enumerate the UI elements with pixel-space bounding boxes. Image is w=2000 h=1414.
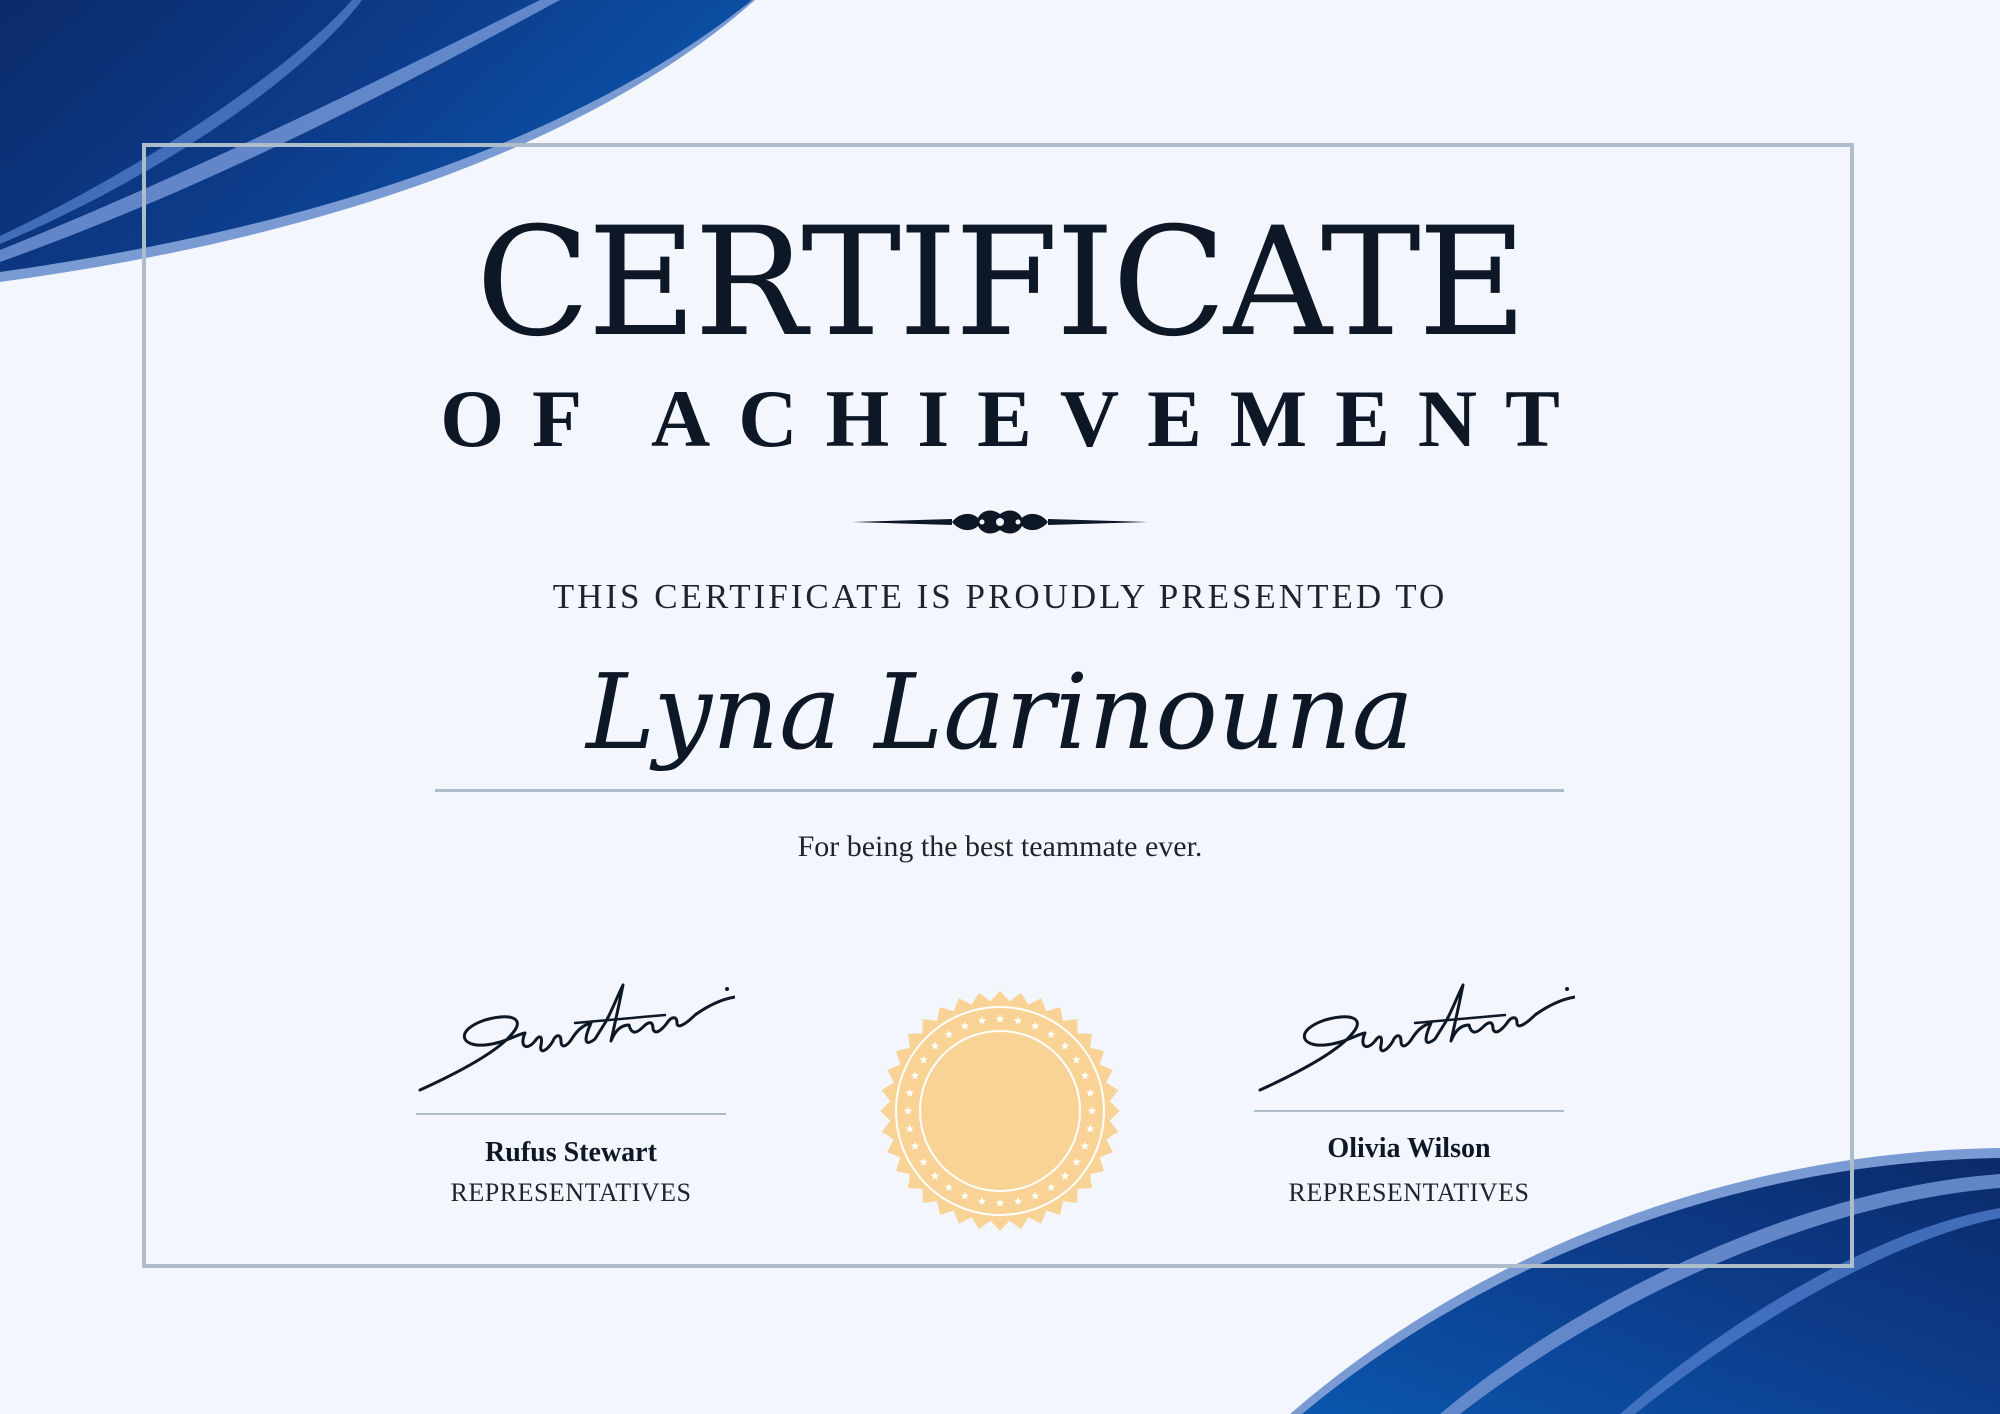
divider-ornament-icon [852, 502, 1148, 542]
signature-line-right [1254, 1110, 1564, 1112]
signature-right [1255, 975, 1575, 1095]
signatory-role-left: REPRESENTATIVES [450, 1178, 692, 1207]
certificate-title: CERTIFICATE [475, 196, 1525, 370]
recipient-name: Lyna Larinouna [586, 651, 1414, 773]
presented-to-line: THIS CERTIFICATE IS PROUDLY PRESENTED TO [552, 577, 1448, 616]
recipient-underline [435, 789, 1564, 792]
signature-left [415, 975, 735, 1095]
signatory-name-right: Olivia Wilson [1327, 1133, 1491, 1164]
certificate-subtitle: OF ACHIEVEMENT [440, 373, 1588, 464]
award-reason: For being the best teammate ever. [797, 830, 1203, 863]
signature-line-left [416, 1113, 726, 1115]
gold-seal-icon [879, 990, 1121, 1232]
signatory-role-right: REPRESENTATIVES [1288, 1178, 1530, 1207]
signatory-name-left: Rufus Stewart [485, 1137, 657, 1168]
